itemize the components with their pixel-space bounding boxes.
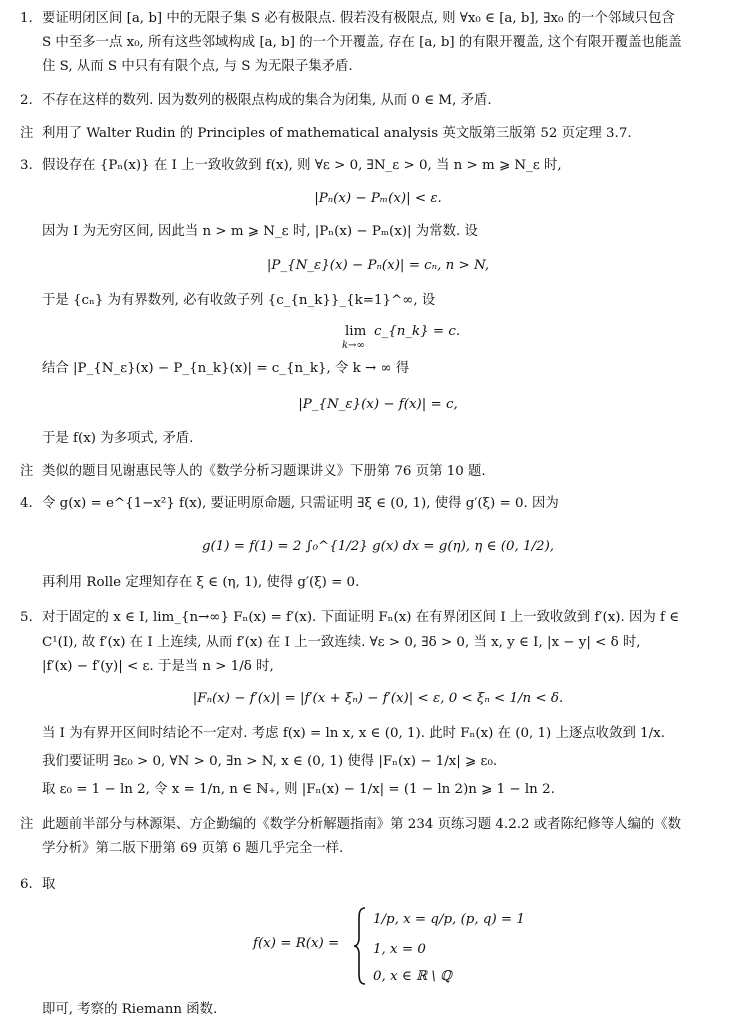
item-number: 3. (20, 158, 33, 173)
item-3-text: 因为 I 为无穷区间, 因此当 n > m ⩾ N_ε 时, |Pₙ(x) − Pₘ(x)| 为常数. 设 (42, 224, 478, 239)
item-3-text: 于是 {cₙ} 为有界数列, 必有收敛子列 {c_{n_k}}_{k=1}^∞, 设 (42, 293, 436, 308)
equation: |Fₙ(x) − f′(x)| = |f′(x + ξₙ) − f′(x)| < ε, 0 < ξₙ < 1/n < δ. (192, 691, 564, 706)
item-5-text: 取 ε₀ = 1 − ln 2, 令 x = 1/n, n ∈ ℕ₊, 则 |Fₙ(x) − 1/x| = (1 − ln 2)n ⩾ 1 − ln 2. (42, 782, 555, 797)
item-2-line: 不存在这样的数列. 因为数列的极限点构成的集合为闭集, 从而 0 ∈ M, 矛盾. (42, 93, 492, 108)
case-line: 0, x ∈ ℝ \ ℚ (373, 969, 452, 984)
equation: c_{n_k} = c. (374, 324, 461, 339)
note-2-line: 类似的题目见谢惠民等人的《数学分析习题课讲义》下册第 76 页第 10 题. (42, 464, 486, 479)
item-number: 6. (20, 877, 33, 892)
note-label: 注 (20, 126, 34, 141)
equation-lhs: f(x) = R(x) = (253, 936, 340, 951)
brace-icon (352, 906, 368, 986)
item-1-line: S 中至多一点 x₀, 所有这些邻域构成 [a, b] 的一个开覆盖, 存在 [a, b] 的有限开覆盖, 这个有限开覆盖也能盖 (42, 35, 682, 50)
item-5-line: 对于固定的 x ∈ I, lim_{n→∞} Fₙ(x) = f′(x). 下面证明 Fₙ(x) 在有界闭区间 I 上一致收敛到 f′(x). 因为 f ∈ (42, 610, 680, 625)
note-label: 注 (20, 464, 34, 479)
note-3-line: 学分析》第二版下册第 69 页第 6 题几乎完全一样. (42, 841, 344, 856)
equation-lim: lim (345, 324, 367, 339)
item-number: 2. (20, 93, 33, 108)
equation: |P_{N_ε}(x) − Pₙ(x)| = cₙ, n > N, (266, 258, 490, 273)
item-3-text: 结合 |P_{N_ε}(x) − P_{n_k}(x)| = c_{n_k}, 令 k → ∞ 得 (42, 361, 410, 376)
item-5-line: |f′(x) − f′(y)| < ε. 于是当 n > 1/δ 时, (42, 659, 274, 674)
item-number: 5. (20, 610, 33, 625)
equation: g(1) = f(1) = 2 ∫₀^{1/2} g(x) dx = g(η), η ∈ (0, 1/2), (201, 539, 555, 554)
item-5-line: C¹(I), 故 f′(x) 在 I 上连续, 从而 f′(x) 在 I 上一致连续. ∀ε > 0, ∃δ > 0, 当 x, y ∈ I, |x − y| < δ 时, (42, 635, 641, 650)
item-4-line: 令 g(x) = e^{1−x²} f(x), 要证明原命题, 只需证明 ∃ξ ∈ (0, 1), 使得 g′(ξ) = 0. 因为 (42, 496, 559, 511)
item-number: 1. (20, 11, 33, 26)
item-6-line: 取 (42, 877, 56, 892)
item-1-line: 住 S, 从而 S 中只有有限个点, 与 S 为无限子集矛盾. (42, 59, 353, 74)
note-label: 注 (20, 817, 34, 832)
equation-lim-sub: k→∞ (342, 340, 365, 351)
item-3-line: 假设存在 {Pₙ(x)} 在 I 上一致收敛到 f(x), 则 ∀ε > 0, ∃N_ε > 0, 当 n > m ⩾ N_ε 时, (42, 158, 562, 173)
item-5-text: 我们要证明 ∃ε₀ > 0, ∀N > 0, ∃n > N, x ∈ (0, 1) 使得 |Fₙ(x) − 1/x| ⩾ ε₀. (42, 754, 498, 769)
equation: |P_{N_ε}(x) − f(x)| = c, (298, 397, 458, 412)
item-6-text: 即可, 考察的 Riemann 函数. (42, 1002, 218, 1017)
item-1-line: 要证明闭区间 [a, b] 中的无限子集 S 必有极限点. 假若没有极限点, 则 ∀x₀ ∈ [a, b], ∃x₀ 的一个邻域只包含 (42, 11, 675, 26)
case-brace (352, 906, 368, 990)
item-number: 4. (20, 496, 33, 511)
equation: |Pₙ(x) − Pₘ(x)| < ε. (314, 191, 442, 206)
note-1-line: 利用了 Walter Rudin 的 Principles of mathematical analysis 英文版第三版第 52 页定理 3.7. (42, 126, 632, 141)
note-3-line: 此题前半部分与林源渠、方企勤编的《数学分析解题指南》第 234 页练习题 4.2.2 或者陈纪修等人编的《数 (42, 817, 682, 832)
item-5-text: 当 I 为有界开区间时结论不一定对. 考虑 f(x) = ln x, x ∈ (0, 1). 此时 Fₙ(x) 在 (0, 1) 上逐点收敛到 1/x. (42, 726, 665, 741)
case-line: 1, x = 0 (373, 942, 426, 957)
item-3-text: 于是 f(x) 为多项式, 矛盾. (42, 431, 194, 446)
case-line: 1/p, x = q/p, (p, q) = 1 (373, 912, 525, 927)
item-4-text: 再利用 Rolle 定理知存在 ξ ∈ (η, 1), 使得 g′(ξ) = 0. (42, 575, 360, 590)
